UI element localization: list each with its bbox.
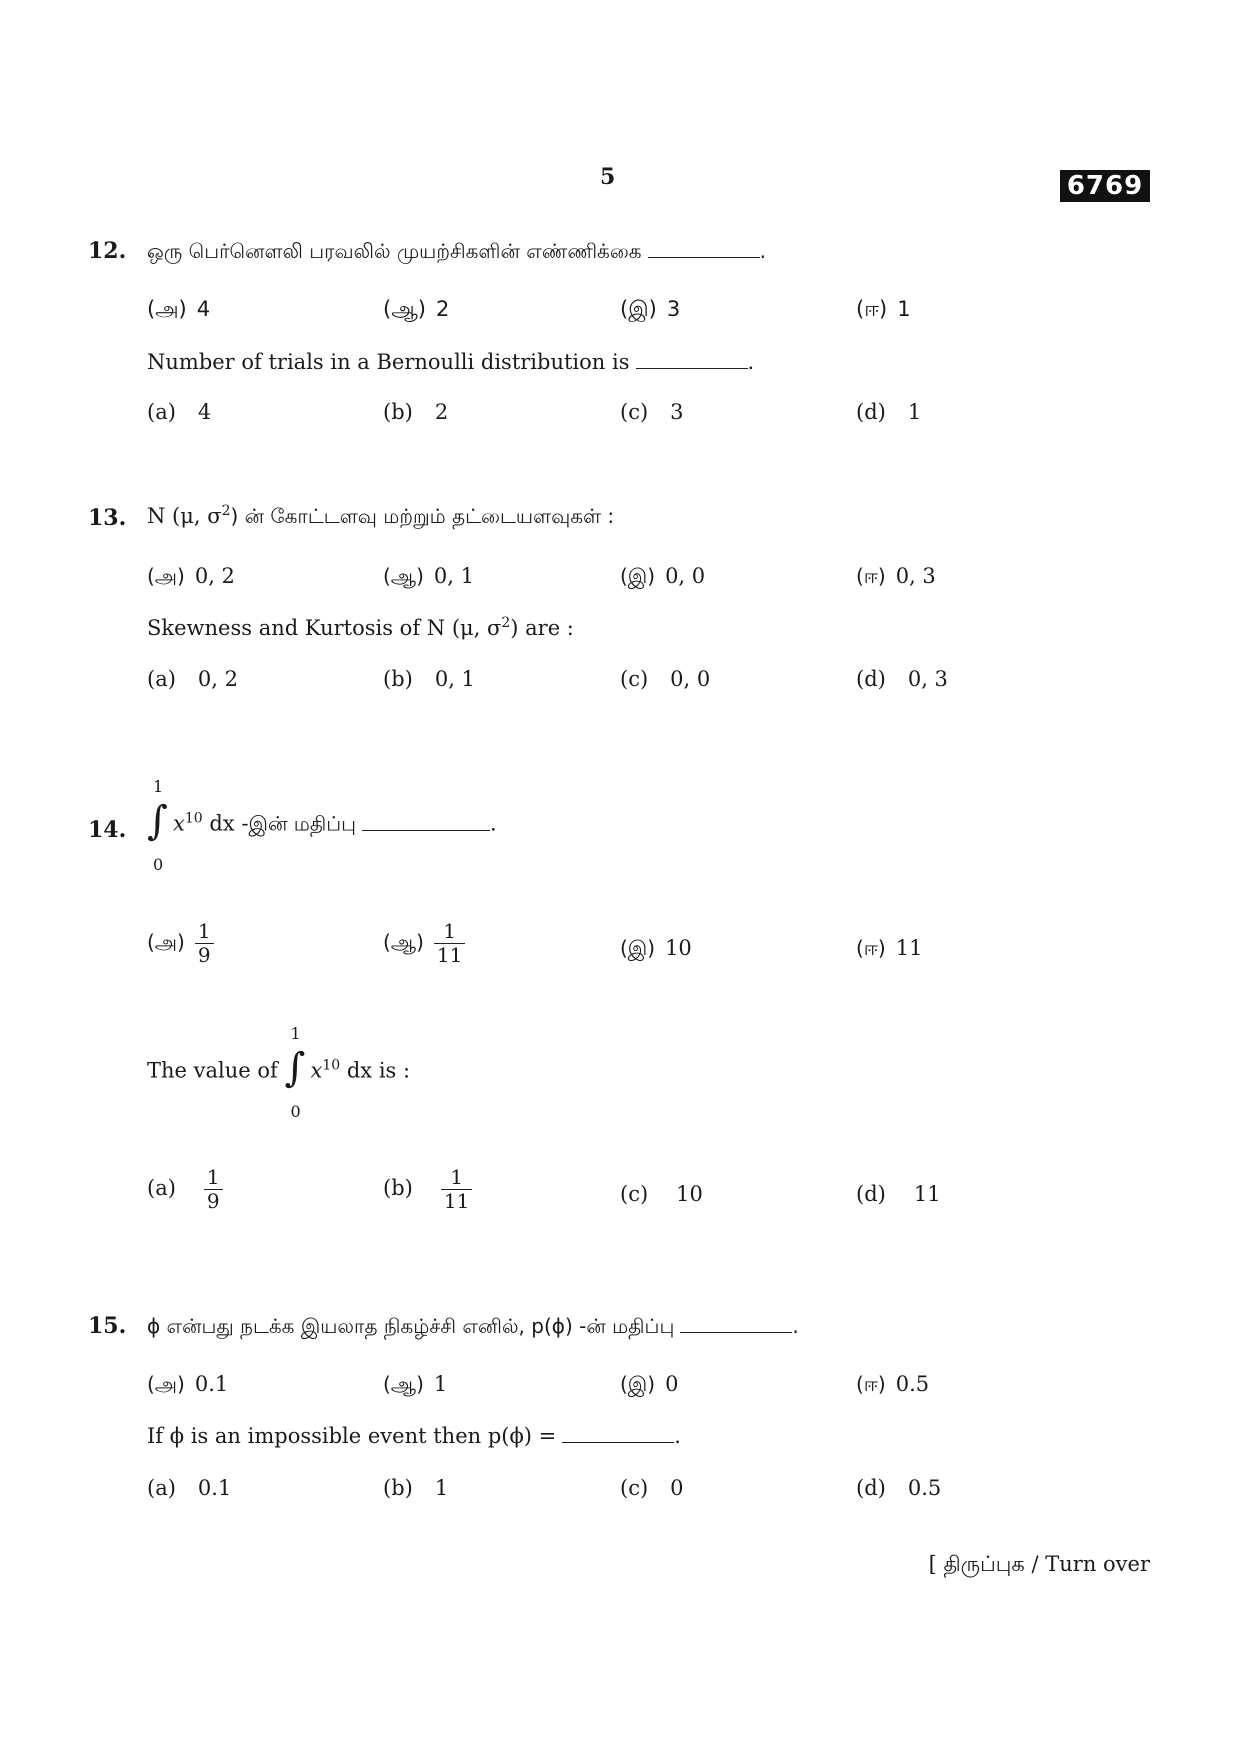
fraction (204, 1166, 223, 1213)
denominator: 9 (206, 1189, 220, 1213)
option-value: 3 (666, 297, 681, 321)
q14-english-prefix: The value of (147, 1058, 278, 1083)
q14-english-option-d (856, 1182, 941, 1206)
q13-english-prefix: Skewness and Kurtosis of N (μ, σ (147, 616, 502, 640)
option-value: 0, 1 (434, 667, 475, 691)
denominator: 11 (443, 1189, 470, 1213)
q14-tamil-end: . (490, 811, 497, 836)
answer-blank (680, 1314, 792, 1333)
q15-tamil-label: ϕ என்பது நடக்க இயலாத நிகழ்ச்சி எனில், p(ϕ) -ன் மதிப்பு (147, 1314, 675, 1338)
q12-tamil-option-c (620, 297, 680, 324)
q14-english-suffix: is : (378, 1058, 411, 1083)
q12-english-text (147, 350, 754, 374)
option-value: 1 (907, 400, 922, 424)
q12-tamil-end: . (759, 239, 766, 263)
q14-english-option-a (147, 1166, 223, 1213)
q12-tamil-option-b (383, 297, 449, 324)
option-value: 0.5 (895, 1372, 930, 1396)
option-value: 0.5 (907, 1476, 942, 1500)
question-number-12: 12. (88, 238, 127, 264)
option-label: (இ) (620, 1372, 656, 1396)
option-value: 0, 3 (907, 667, 948, 691)
option-label: (இ) (620, 936, 656, 960)
q14-english-text (147, 1024, 411, 1121)
q12-english-option-b (383, 400, 448, 424)
q14-tamil-option-c (620, 936, 692, 963)
option-value: 11 (895, 936, 923, 960)
option-label: (அ) (147, 297, 187, 321)
q15-tamil-option-b (383, 1372, 447, 1399)
option-label: (c) (620, 667, 649, 691)
q15-english-option-c (620, 1476, 684, 1500)
option-label: (ஆ) (383, 1372, 424, 1396)
denominator: 9 (197, 943, 211, 967)
fraction (434, 920, 465, 967)
option-value: 1 (897, 297, 911, 321)
answer-blank (636, 350, 748, 369)
q13-tamil-prefix: N (μ, σ (147, 504, 222, 528)
option-label: (ஆ) (383, 564, 424, 588)
answer-blank (648, 239, 760, 258)
q15-tamil-option-d (856, 1372, 929, 1399)
differential: dx (346, 1058, 373, 1083)
q13-tamil-option-c (620, 564, 705, 591)
q12-english-end: . (747, 350, 755, 374)
option-value: 10 (676, 1182, 703, 1206)
turn-over-note: [ திருப்புக / Turn over (928, 1552, 1150, 1576)
q14-tamil-suffix: -இன் மதிப்பு (241, 811, 357, 836)
integral-symbol: ∫ (284, 1045, 306, 1091)
option-label: (b) (383, 1176, 413, 1200)
option-label: (a) (147, 1176, 176, 1200)
q13-tamil-option-b (383, 564, 474, 591)
q12-tamil-option-d (856, 297, 911, 324)
q13-english-option-a (147, 667, 238, 691)
q15-english-end: . (674, 1424, 681, 1448)
question-number-14: 14. (88, 817, 127, 843)
option-value: 10 (665, 936, 692, 960)
integrand: x (173, 811, 185, 836)
option-value: 0, 0 (670, 667, 711, 691)
option-value: 0.1 (194, 1372, 229, 1396)
option-value: 2 (434, 400, 449, 424)
option-label: (b) (383, 1476, 413, 1500)
option-label: (a) (147, 400, 176, 424)
option-value: 0.1 (197, 1476, 232, 1500)
q14-tamil-option-b (383, 920, 465, 967)
q14-tamil-text (147, 777, 497, 874)
option-label: (c) (620, 400, 649, 424)
option-label: (இ) (620, 297, 657, 321)
answer-blank (562, 1424, 674, 1443)
integral-sign (284, 1024, 310, 1121)
option-label: (b) (383, 400, 413, 424)
q14-tamil-option-a (147, 920, 214, 967)
option-label: (அ) (147, 930, 185, 954)
option-value: 0, 2 (194, 564, 235, 588)
option-label: (a) (147, 1476, 176, 1500)
option-label: (c) (620, 1476, 649, 1500)
option-label: (d) (856, 400, 886, 424)
option-label: (அ) (147, 1372, 185, 1396)
q15-tamil-option-a (147, 1372, 228, 1399)
q12-english-option-c (620, 400, 684, 424)
q12-english-option-d (856, 400, 921, 424)
option-label: (ஆ) (383, 930, 424, 954)
upper-limit: 1 (153, 777, 164, 796)
q12-english-option-a (147, 400, 211, 424)
q13-english-text (147, 615, 574, 640)
option-value: 0 (670, 1476, 684, 1500)
q12-tamil-label: ஒரு பெர்னௌலி பரவலில் முயற்சிகளின் எண்ணிக்கை (147, 239, 642, 263)
option-label: (ஈ) (856, 564, 886, 588)
integral-sign (147, 777, 173, 874)
option-value: 1 (434, 1476, 449, 1500)
numerator: 1 (441, 1166, 472, 1190)
q15-english-label: If ϕ is an impossible event then p(ϕ) = (147, 1424, 557, 1448)
lower-limit: 0 (290, 1102, 301, 1121)
q13-tamil-text (147, 503, 614, 531)
option-value: 0, 0 (665, 564, 706, 588)
q15-english-text (147, 1424, 681, 1448)
superscript: 2 (501, 615, 511, 631)
paper-code-badge: 6769 (1060, 170, 1150, 202)
option-label: (d) (856, 1182, 886, 1206)
question-number-15: 15. (88, 1313, 127, 1339)
option-label: (இ) (620, 564, 656, 588)
option-value: 0, 2 (197, 667, 238, 691)
q15-english-option-b (383, 1476, 448, 1500)
integrand: x (310, 1058, 323, 1083)
option-label: (ஈ) (856, 1372, 886, 1396)
q12-tamil-text (147, 239, 766, 266)
option-value: 0, 3 (895, 564, 936, 588)
upper-limit: 1 (290, 1024, 301, 1043)
superscript: 2 (221, 503, 231, 519)
q15-english-option-d (856, 1476, 941, 1500)
exponent: 10 (322, 1057, 341, 1074)
option-label: (b) (383, 667, 413, 691)
exponent: 10 (184, 810, 203, 827)
option-label: (a) (147, 667, 176, 691)
option-value: 11 (913, 1182, 941, 1206)
q12-tamil-option-a (147, 297, 210, 324)
integral-symbol: ∫ (147, 798, 168, 844)
denominator: 11 (436, 943, 463, 967)
question-number-13: 13. (88, 505, 127, 531)
page-number: 5 (600, 164, 616, 190)
fraction (195, 920, 214, 967)
option-label: (d) (856, 1476, 886, 1500)
q14-tamil-option-d (856, 936, 922, 963)
q13-tamil-option-a (147, 564, 235, 591)
numerator: 1 (434, 920, 465, 944)
option-value: 4 (197, 400, 212, 424)
option-value: 0 (665, 1372, 679, 1396)
option-value: 0, 1 (433, 564, 474, 588)
q15-english-option-a (147, 1476, 231, 1500)
numerator: 1 (204, 1166, 223, 1190)
option-label: (அ) (147, 564, 185, 588)
differential: dx (209, 811, 235, 836)
q13-tamil-suffix: ) ன் கோட்டளவு மற்றும் தட்டையளவுகள் : (230, 504, 615, 528)
q14-english-option-c (620, 1182, 703, 1206)
q14-english-option-b (383, 1166, 472, 1213)
option-value: 2 (435, 297, 450, 321)
option-label: (ஈ) (856, 936, 886, 960)
option-value: 4 (196, 297, 211, 321)
q13-tamil-option-d (856, 564, 936, 591)
q12-english-label: Number of trials in a Bernoulli distribution is (147, 350, 630, 374)
option-label: (ஆ) (383, 297, 426, 321)
option-value: 1 (433, 1372, 448, 1396)
q15-tamil-end: . (792, 1314, 799, 1338)
q13-english-option-d (856, 667, 948, 691)
option-label: (c) (620, 1182, 649, 1206)
option-label: (ஈ) (856, 297, 888, 321)
q15-tamil-option-c (620, 1372, 678, 1399)
q15-tamil-text (147, 1314, 799, 1341)
q13-english-option-b (383, 667, 475, 691)
fraction (441, 1166, 472, 1213)
numerator: 1 (195, 920, 214, 944)
answer-blank (362, 812, 490, 831)
q13-english-option-c (620, 667, 710, 691)
lower-limit: 0 (153, 855, 164, 874)
option-value: 3 (670, 400, 684, 424)
q13-english-suffix: ) are : (510, 616, 574, 640)
option-label: (d) (856, 667, 886, 691)
